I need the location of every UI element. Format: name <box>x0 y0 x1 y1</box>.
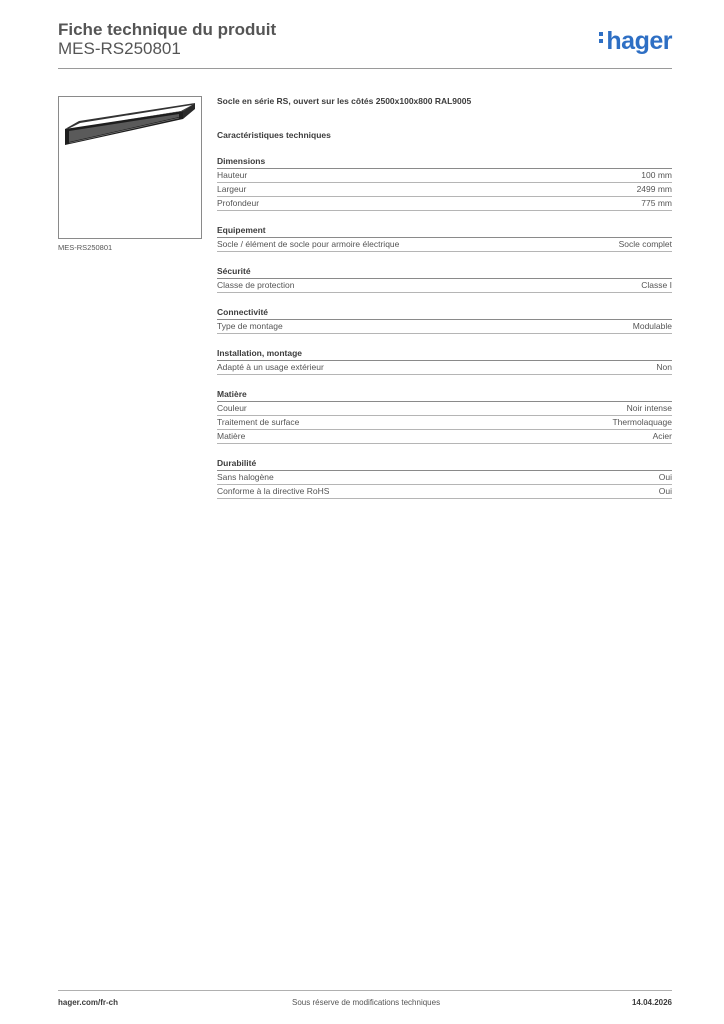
group-title: Dimensions <box>217 155 672 169</box>
spec-label: Hauteur <box>217 170 248 180</box>
spec-value: Noir intense <box>626 403 672 413</box>
spec-label: Classe de protection <box>217 280 295 290</box>
spec-group-equipement <box>217 224 672 252</box>
spec-label: Matière <box>217 431 246 441</box>
group-title: Installation, montage <box>217 347 672 361</box>
specs-heading: Caractéristiques techniques <box>217 130 331 140</box>
header-divider <box>58 68 672 69</box>
plinth-frame-illustration <box>59 97 201 238</box>
spec-label: Type de montage <box>217 321 283 331</box>
spec-value: 100 mm <box>641 170 672 180</box>
spec-row <box>217 279 672 293</box>
spec-value: Modulable <box>632 321 672 331</box>
group-title: Connectivité <box>217 306 672 320</box>
spec-row <box>217 485 672 499</box>
group-title: Sécurité <box>217 265 672 279</box>
spec-row <box>217 402 672 416</box>
image-caption: MES-RS250801 <box>58 243 113 252</box>
group-title: Matière <box>217 388 672 402</box>
product-image <box>58 96 202 239</box>
spec-value: Oui <box>658 486 672 496</box>
footer-date: 14.04.2026 <box>631 998 672 1007</box>
group-title: Durabilité <box>217 457 672 471</box>
spec-label: Couleur <box>217 403 247 413</box>
spec-value: Thermolaquage <box>612 417 672 427</box>
footer-website-link[interactable]: hager.com/fr-ch <box>58 998 119 1007</box>
spec-value: 2499 mm <box>636 184 672 194</box>
spec-label: Largeur <box>217 184 247 194</box>
spec-label: Profondeur <box>217 198 260 208</box>
spec-label: Adapté à un usage extérieur <box>217 362 324 372</box>
spec-row <box>217 471 672 485</box>
spec-group-connectivite <box>217 306 672 334</box>
spec-label: Sans halogène <box>217 472 274 482</box>
spec-value: Socle complet <box>618 239 672 249</box>
hager-logo <box>599 28 672 54</box>
spec-value: Oui <box>658 472 672 482</box>
spec-row <box>217 238 672 252</box>
spec-label: Socle / élément de socle pour armoire électrique <box>217 239 400 249</box>
logo-dots-icon <box>599 29 603 46</box>
footer-disclaimer: Sous réserve de modifications techniques <box>292 998 441 1007</box>
spec-content <box>217 95 672 499</box>
footer-divider <box>58 990 672 991</box>
product-title: Socle en série RS, ouvert sur les côtés 2500x100x800 RAL9005 <box>217 96 472 106</box>
spec-group-matiere <box>217 388 672 444</box>
spec-row <box>217 169 672 183</box>
spec-value: Non <box>656 362 672 372</box>
spec-row <box>217 361 672 375</box>
page-title: Fiche technique du produit <box>58 20 277 39</box>
spec-row <box>217 197 672 211</box>
spec-label: Traitement de surface <box>217 417 300 427</box>
spec-value: Acier <box>652 431 672 441</box>
product-code: MES-RS250801 <box>58 39 181 58</box>
spec-group-dimensions <box>217 155 672 211</box>
spec-group-installation <box>217 347 672 375</box>
logo-text: hager <box>606 27 672 55</box>
spec-group-durabilite <box>217 457 672 499</box>
spec-row <box>217 430 672 444</box>
group-title: Equipement <box>217 224 672 238</box>
spec-value: 775 mm <box>641 198 672 208</box>
spec-value: Classe I <box>641 280 672 290</box>
spec-row <box>217 416 672 430</box>
spec-row <box>217 320 672 334</box>
spec-label: Conforme à la directive RoHS <box>217 486 330 496</box>
spec-row <box>217 183 672 197</box>
spec-group-securite <box>217 265 672 293</box>
